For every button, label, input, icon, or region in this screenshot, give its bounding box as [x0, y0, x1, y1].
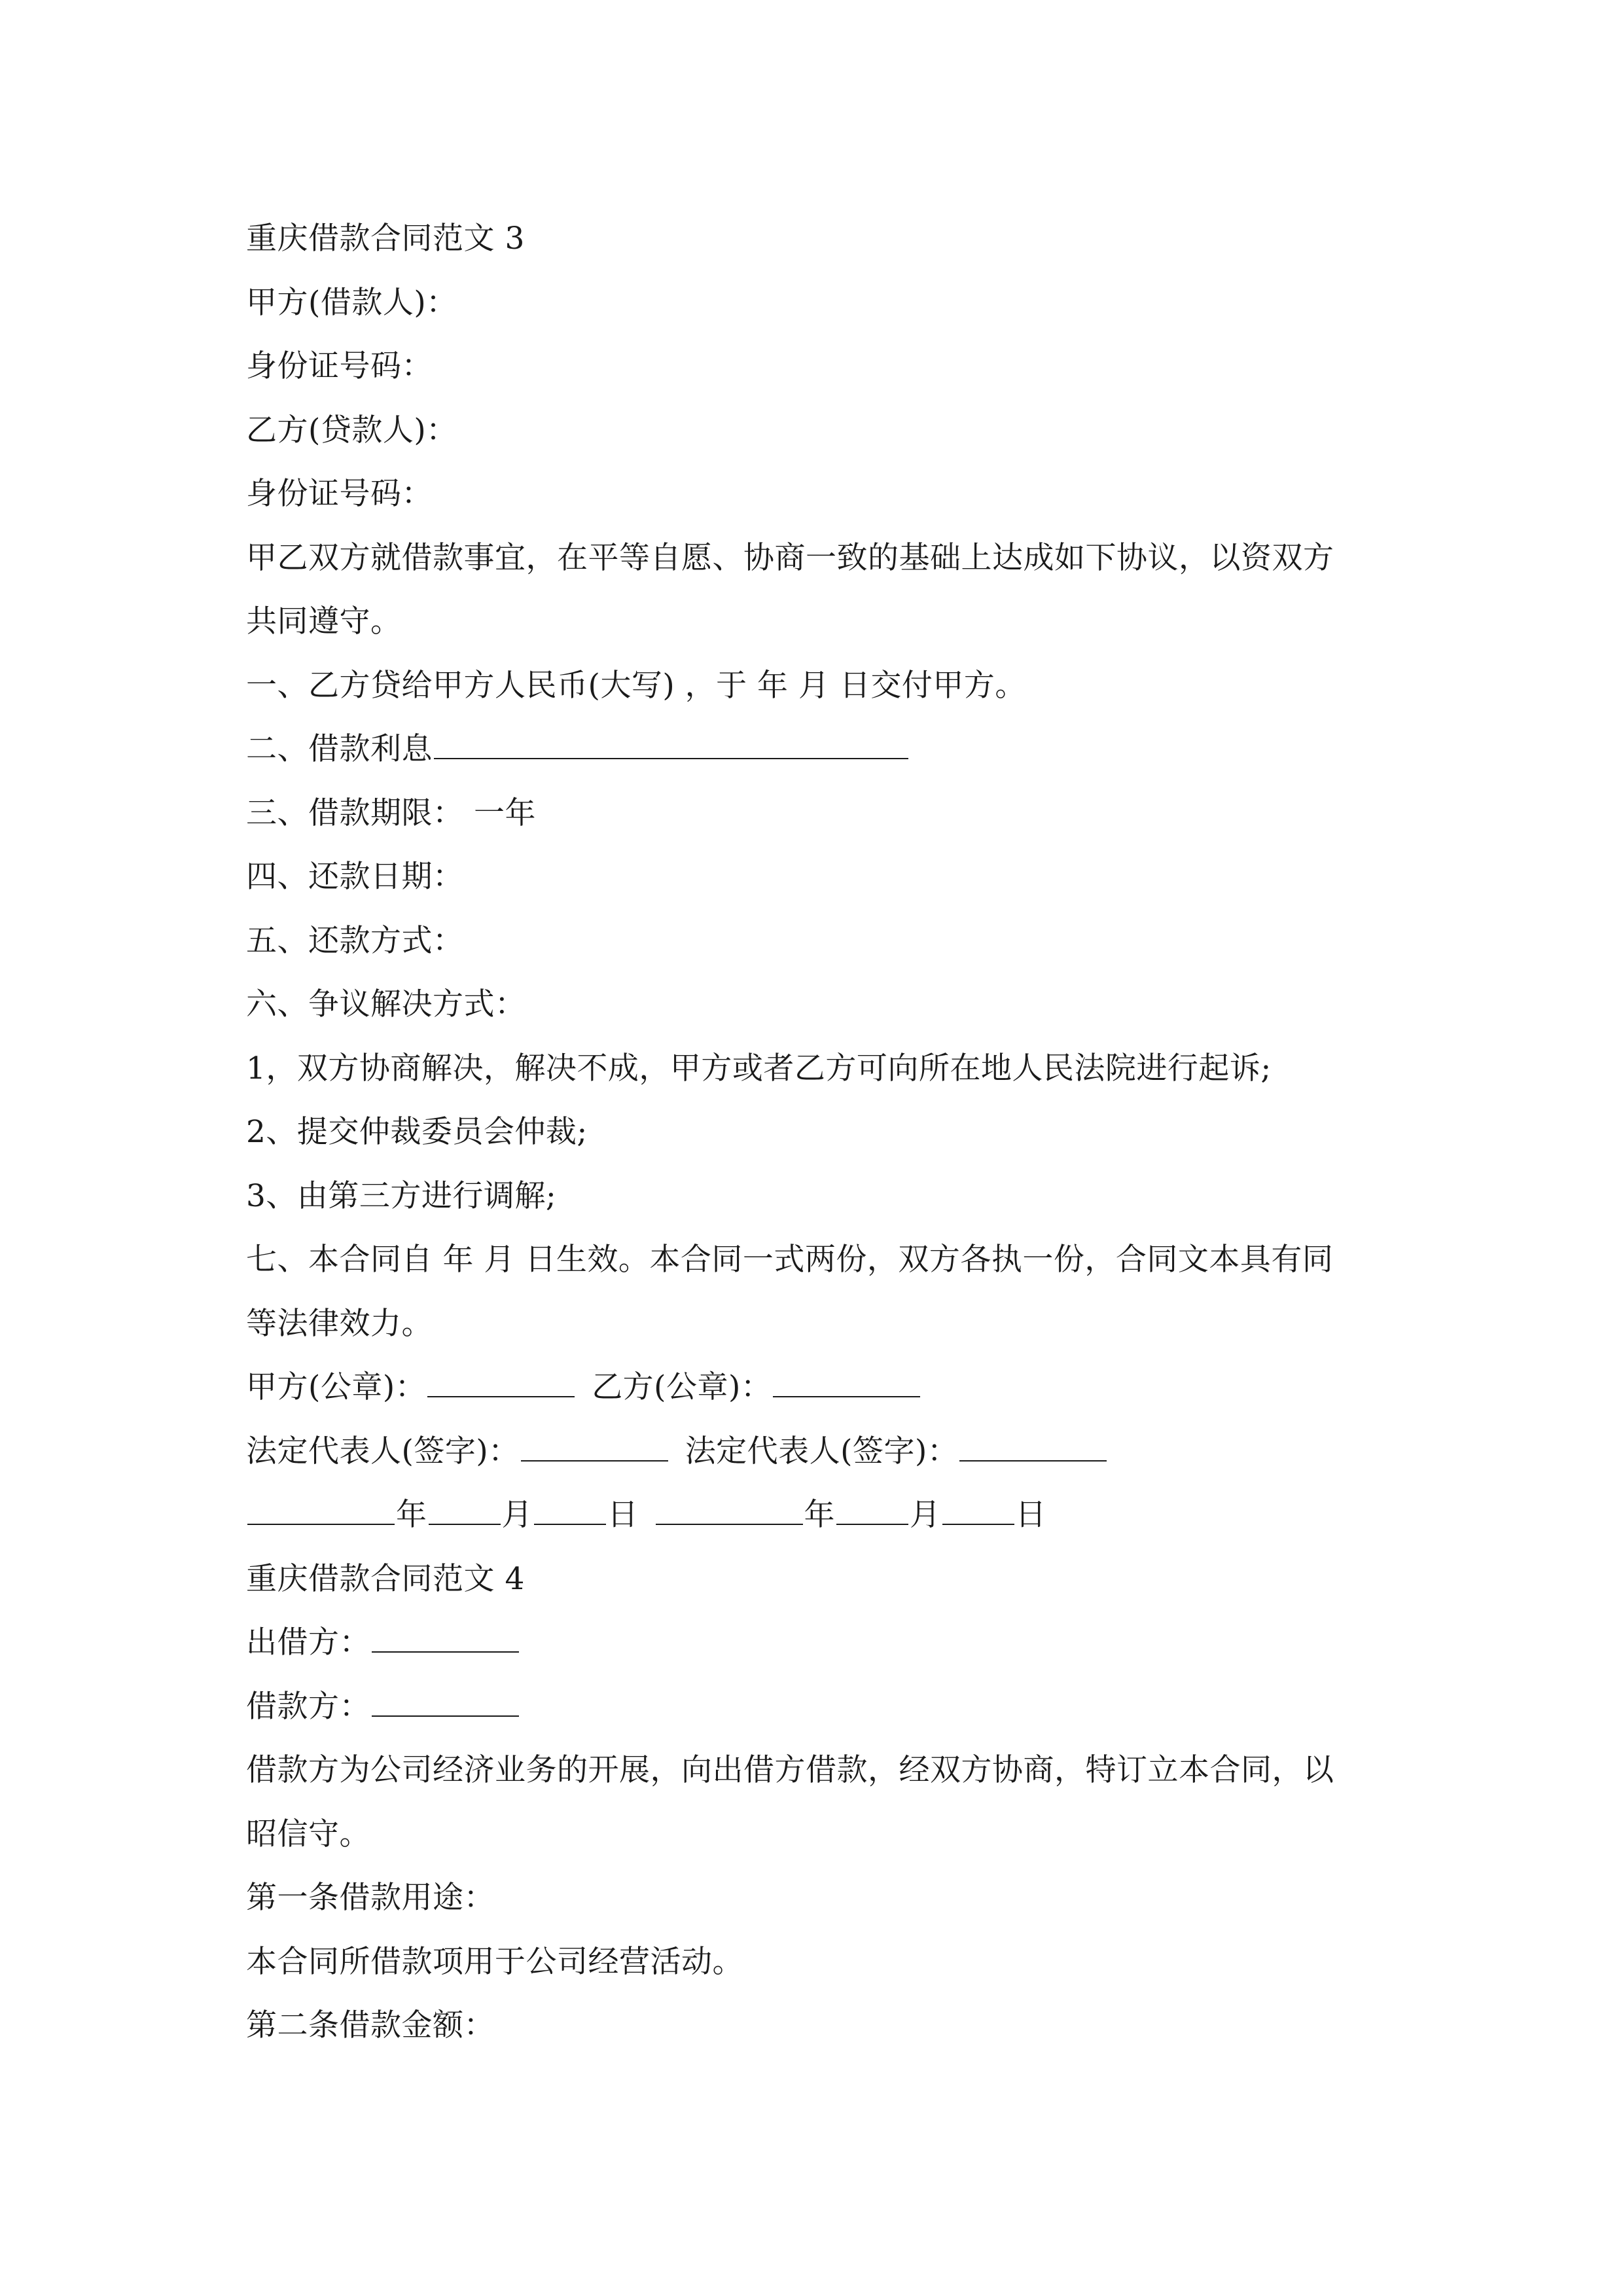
id-number-a-label: 身份证号码： [246, 348, 433, 384]
day-b-label: 日 [1015, 1497, 1046, 1533]
borrower-blank [372, 1679, 519, 1717]
article-1-title: 第一条借款用途： [246, 1880, 495, 1916]
lender-line [246, 1611, 1385, 1675]
year-b-label: 年 [804, 1497, 835, 1533]
lender-blank [372, 1615, 519, 1653]
clause-6-item-1: 1，双方协商解决，解决不成，甲方或者乙方可向所在地人民法院进行起诉; [246, 1050, 1272, 1086]
clause-7-line-2: 等法律效力。 [246, 1305, 433, 1342]
id-number-b-label: 身份证号码： [246, 476, 433, 512]
party-b-seal-label: 乙方(公章)： [592, 1369, 772, 1405]
rep-b-label: 法定代表人(签字)： [685, 1433, 959, 1469]
representative-line [246, 1420, 1385, 1484]
contract4-preamble-line-1: 借款方为公司经济业务的开展，向出借方借款，经双方协商，特订立本合同，以 [246, 1752, 1334, 1788]
clause-6-item-3: 3、由第三方进行调解; [246, 1177, 557, 1214]
clause-1: 一、乙方贷给甲方人民币(大写) ，于 年 月 日交付甲方。 [246, 667, 1026, 704]
article-1-body: 本合同所借款项用于公司经营活动。 [246, 1943, 743, 1980]
day-a-label: 日 [607, 1497, 639, 1533]
date-line [246, 1483, 1385, 1547]
clause-3-term: 三、借款期限： 一年 [246, 795, 536, 831]
month-a-label: 月 [501, 1497, 533, 1533]
contract4-preamble-line-2: 昭信守。 [246, 1816, 370, 1852]
seal-line [246, 1355, 1385, 1420]
month-a-blank [429, 1487, 501, 1525]
contract4-title: 重庆借款合同范文 4 [246, 1560, 525, 1597]
borrower-line [246, 1675, 1385, 1739]
party-a-label: 甲方(借款人)： [246, 284, 457, 321]
clause-7-line-1: 七、本合同自 年 月 日生效。本合同一式两份，双方各执一份，合同文本具有同 [246, 1242, 1334, 1278]
preamble-line-2: 共同遵守。 [246, 603, 402, 639]
party-b-seal-blank [773, 1359, 920, 1397]
clause-2-label: 二、借款利息 [246, 731, 433, 767]
article-2-title: 第二条借款金额： [246, 2007, 495, 2043]
year-a-label: 年 [396, 1497, 427, 1533]
document-body [246, 207, 1385, 2058]
clause-4-repayment-date: 四、还款日期： [246, 859, 464, 895]
party-a-seal-blank [427, 1359, 575, 1397]
rep-b-blank [959, 1424, 1107, 1462]
interest-blank [434, 721, 908, 759]
rep-a-label: 法定代表人(签字)： [246, 1433, 520, 1469]
party-b-label: 乙方(贷款人)： [246, 412, 457, 448]
lender-label: 出借方： [246, 1624, 370, 1660]
rep-a-blank [521, 1424, 668, 1462]
month-b-blank [836, 1487, 908, 1525]
preamble-line-1: 甲乙双方就借款事宜，在平等自愿、协商一致的基础上达成如下协议，以资双方 [246, 539, 1334, 576]
contract3-title: 重庆借款合同范文 3 [246, 221, 525, 257]
clause-6-dispute: 六、争议解决方式： [246, 986, 526, 1022]
day-a-blank [534, 1487, 606, 1525]
year-b-blank [656, 1487, 803, 1525]
party-a-seal-label: 甲方(公章)： [246, 1369, 427, 1405]
borrower-label: 借款方： [246, 1688, 370, 1725]
day-b-blank [942, 1487, 1014, 1525]
month-b-label: 月 [910, 1497, 941, 1533]
clause-5-repayment-method: 五、还款方式： [246, 922, 464, 959]
clause-6-item-2: 2、提交仲裁委员会仲裁; [246, 1114, 588, 1150]
year-a-blank [247, 1487, 395, 1525]
clause-2-interest [246, 717, 1385, 781]
